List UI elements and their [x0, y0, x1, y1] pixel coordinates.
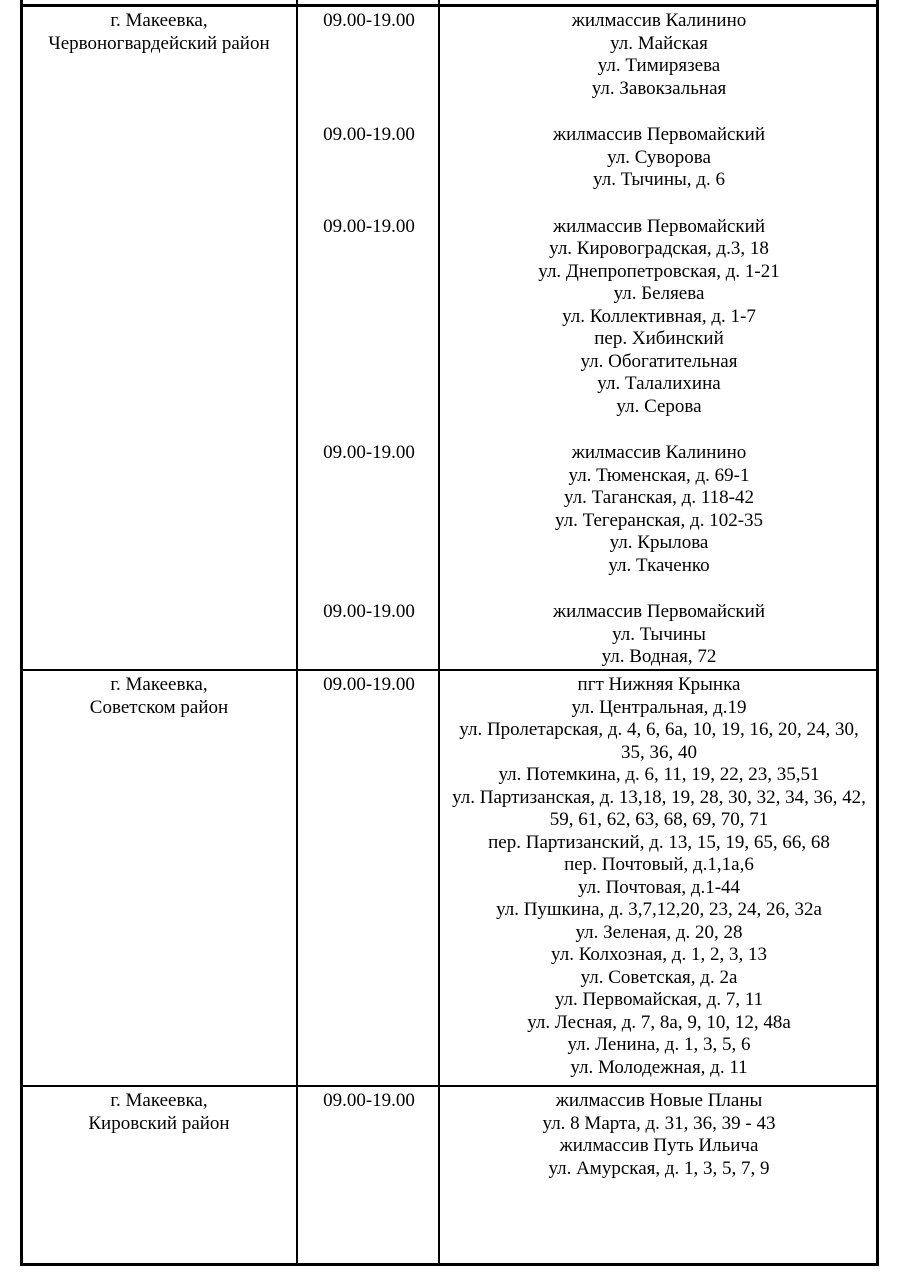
address-line: пер. Хибинский: [594, 328, 724, 349]
address-line: ул. Кировоградская, д.3, 18: [549, 238, 769, 259]
address-line: ул. Тюменская, д. 69-1: [568, 464, 750, 486]
address-line: ул. Тимирязева: [597, 55, 721, 76]
address-line: ул. Тычины: [612, 623, 706, 645]
address-line: ул. Первомайская, д. 7, 11: [554, 989, 764, 1010]
table-row: [20, 7, 878, 669]
schedule-section: [298, 10, 878, 100]
addresses-cell: [440, 674, 878, 1079]
addresses-cell: [440, 442, 878, 577]
address-line: жилмассив Калинино: [571, 442, 747, 463]
address-line: жилмассив Путь Ильича: [559, 1135, 759, 1156]
time-cell: 09.00-19.00: [323, 601, 415, 622]
district-cell: [20, 1090, 298, 1135]
district-line: Червоногвардейский район: [48, 32, 270, 54]
address-line: ул. Колхозная, д. 1, 2, 3, 13: [551, 944, 767, 965]
time-cell: 09.00-19.00: [323, 10, 415, 31]
addresses-cell: [440, 216, 878, 419]
schedule-cell: [298, 1090, 878, 1180]
schedule-cell: [298, 10, 878, 669]
address-line: ул. Ткаченко: [608, 554, 710, 576]
address-line: ул. Пушкина, д. 3,7,12,20, 23, 24, 26, 32а: [496, 899, 822, 920]
address-line: ул. Потемкина, д. 6, 11, 19, 22, 23, 35,51: [498, 764, 820, 785]
schedule-section: [298, 216, 878, 419]
time-cell: 09.00-19.00: [323, 442, 415, 463]
address-line: ул. Молодежная, д. 11: [570, 1056, 748, 1078]
time-cell: 09.00-19.00: [323, 215, 415, 237]
table-border-bottom: [20, 1263, 879, 1266]
time-cell: 09.00-19.00: [323, 1090, 415, 1111]
addresses-cell: [440, 1090, 878, 1180]
district-cell: [20, 674, 298, 719]
addresses-cell: [440, 124, 878, 192]
address-line: ул. Таганская, д. 118-42: [564, 487, 754, 508]
address-line: жилмассив Новые Планы: [555, 1090, 763, 1111]
address-line: 35, 36, 40: [621, 741, 697, 763]
address-line: ул. Талалихина: [597, 373, 721, 394]
address-line: ул. Коллективная, д. 1-7: [562, 305, 756, 327]
district-line: г. Макеевка,: [110, 1090, 208, 1111]
address-line: жилмассив Калинино: [571, 10, 747, 31]
address-line: ул. Обогатительная: [580, 350, 738, 372]
address-line: пгт Нижняя Крынка: [577, 674, 741, 695]
address-line: ул. Суворова: [607, 146, 711, 168]
schedule-section: [298, 1090, 878, 1180]
table-row: [20, 671, 878, 1085]
schedule-cell: [298, 674, 878, 1079]
address-line: ул. Пролетарская, д. 4, 6, 6а, 10, 19, 16, 20, 24, 30,: [459, 719, 859, 740]
address-line: ул. Ленина, д. 1, 3, 5, 6: [567, 1034, 751, 1055]
address-line: пер. Почтовый, д.1,1а,6: [564, 854, 754, 875]
table-row: [20, 1087, 878, 1263]
district-line: г. Макеевка,: [110, 10, 208, 31]
address-line: ул. Завокзальная: [591, 77, 727, 99]
address-line: ул. Тычины, д. 6: [593, 169, 725, 190]
address-line: ул. Крылова: [609, 532, 709, 553]
schedule-section: [298, 674, 878, 1079]
address-line: жилмассив Первомайский: [553, 601, 765, 622]
district-line: г. Макеевка,: [110, 674, 208, 695]
district-line: Кировский район: [88, 1112, 230, 1134]
address-line: ул. Советская, д. 2а: [580, 966, 738, 988]
address-line: жилмассив Первомайский: [553, 215, 765, 237]
address-line: жилмассив Первомайский: [553, 124, 765, 145]
address-line: ул. Днепропетровская, д. 1-21: [538, 260, 780, 282]
address-line: ул. Тегеранская, д. 102-35: [554, 509, 764, 531]
schedule-section: [298, 442, 878, 577]
address-line: ул. Серова: [616, 395, 702, 417]
address-line: ул. Центральная, д.19: [571, 696, 747, 718]
address-line: ул. Майская: [610, 32, 708, 54]
schedule-section: [298, 601, 878, 669]
schedule-section: [298, 124, 878, 192]
time-cell: 09.00-19.00: [323, 124, 415, 145]
address-line: ул. Лесная, д. 7, 8а, 9, 10, 12, 48а: [527, 1011, 791, 1033]
addresses-cell: [440, 601, 878, 669]
district-line: Советском район: [89, 696, 229, 718]
address-line: ул. Амурская, д. 1, 3, 5, 7, 9: [548, 1157, 770, 1179]
address-line: ул. Водная, 72: [601, 646, 717, 667]
address-line: пер. Партизанский, д. 13, 15, 19, 65, 66, 68: [488, 831, 830, 853]
address-line: ул. Зеленая, д. 20, 28: [575, 921, 743, 943]
address-line: ул. Беляева: [613, 283, 705, 304]
address-line: ул. 8 Марта, д. 31, 36, 39 - 43: [542, 1112, 776, 1134]
addresses-cell: [440, 10, 878, 100]
time-cell: 09.00-19.00: [323, 674, 415, 695]
address-line: ул. Партизанская, д. 13,18, 19, 28, 30, 32, 34, 36, 42,: [452, 786, 866, 808]
address-line: 59, 61, 62, 63, 68, 69, 70, 71: [549, 809, 769, 830]
district-cell: [20, 10, 298, 55]
address-line: ул. Почтовая, д.1-44: [577, 876, 741, 898]
